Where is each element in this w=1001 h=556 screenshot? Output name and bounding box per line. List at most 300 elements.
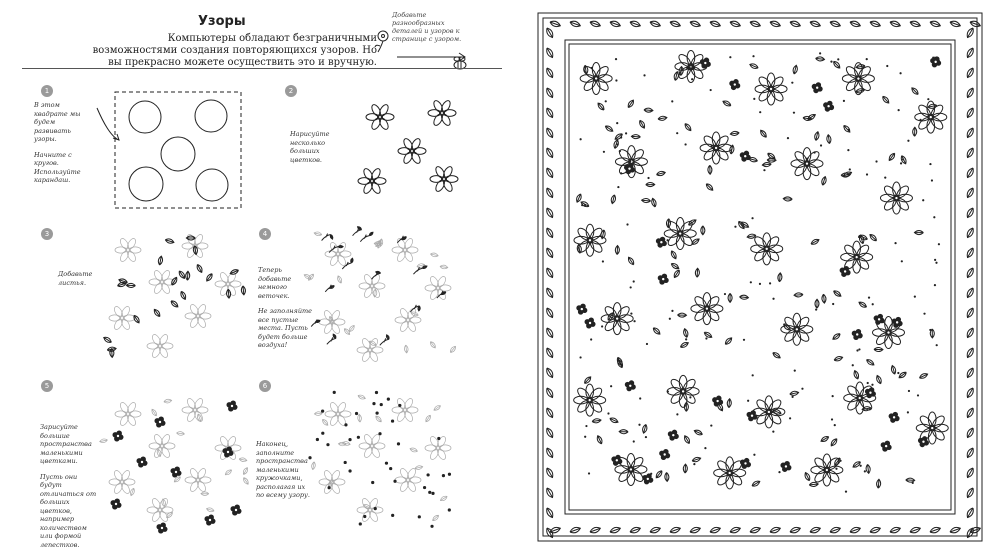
leaf: [545, 447, 555, 459]
flower: [915, 101, 947, 133]
dot: [759, 111, 761, 113]
leaf: [929, 20, 941, 28]
small-flower: [700, 58, 710, 68]
leaf: [357, 394, 366, 400]
dot: [591, 67, 593, 69]
step-4-notes: [258, 266, 316, 357]
step-6-notes: [256, 440, 314, 507]
flower: [359, 273, 385, 299]
leaf: [545, 507, 555, 519]
leaf: [545, 167, 555, 179]
dot: [625, 132, 627, 134]
leaf: [242, 477, 249, 486]
leaf: [545, 307, 555, 319]
step-1-note-2: Начните с кругов. Используйте карандаш.: [34, 150, 81, 184]
leaf: [949, 526, 961, 534]
leaf: [545, 107, 555, 119]
dot: [393, 480, 396, 483]
leaf: [642, 424, 648, 434]
leaf: [705, 182, 714, 191]
leaf: [103, 336, 113, 344]
small-flower: [781, 461, 791, 471]
dot: [852, 364, 854, 366]
leaf: [638, 119, 646, 129]
dot: [908, 390, 910, 392]
dot: [935, 262, 937, 264]
dot: [847, 149, 849, 151]
dot: [667, 390, 669, 392]
dot: [348, 469, 351, 472]
leaf: [609, 20, 621, 28]
step-6-note-1: Наконец, заполните пространства маленькими кружочками, располагая их по всему узору.: [256, 440, 310, 499]
small-flower: [157, 523, 167, 533]
flower: [185, 303, 211, 329]
leaf: [336, 275, 342, 284]
dot: [684, 143, 686, 145]
dot: [710, 424, 712, 426]
dot: [791, 82, 793, 84]
leaf: [695, 268, 700, 277]
leaf: [789, 20, 801, 28]
dot: [380, 403, 383, 406]
leaf: [239, 457, 248, 462]
dot: [691, 78, 693, 80]
leaf: [814, 131, 820, 141]
dot: [917, 394, 919, 396]
dot: [858, 348, 860, 350]
step-3-note-1: Добавьте листья.: [58, 270, 93, 287]
leaf: [969, 20, 981, 28]
flower: [115, 237, 141, 263]
leaf: [673, 71, 679, 81]
step-4-note-1: Теперь добавьте немного веточек.: [258, 266, 292, 300]
leaf: [330, 234, 334, 239]
leaf: [821, 294, 826, 303]
leaf: [583, 375, 592, 384]
dot: [843, 100, 845, 102]
leaf: [415, 465, 424, 470]
leaf: [569, 20, 581, 28]
dot: [835, 468, 837, 470]
dot: [321, 432, 324, 435]
leaf: [815, 299, 819, 308]
leaf: [156, 449, 162, 458]
leaf: [965, 87, 975, 99]
leaf: [809, 482, 818, 487]
flower: [601, 303, 633, 335]
leaf: [929, 526, 941, 534]
leaf: [965, 467, 975, 479]
dot: [375, 412, 378, 415]
leaf: [703, 331, 713, 339]
leaf: [629, 20, 641, 28]
leaf: [875, 375, 882, 385]
leaf: [689, 526, 701, 534]
leaf: [670, 262, 680, 270]
dot: [689, 396, 691, 398]
leaf: [386, 334, 390, 339]
step-2-flowers-drawing: [350, 95, 470, 205]
dot: [375, 391, 378, 394]
dot: [734, 226, 736, 228]
leaf: [789, 526, 801, 534]
dot: [929, 163, 931, 165]
leaf: [545, 187, 555, 199]
dot: [793, 112, 795, 114]
leaf: [314, 411, 322, 415]
flower: [430, 165, 458, 193]
leaf: [545, 127, 555, 139]
leaf: [545, 327, 555, 339]
dot: [397, 442, 400, 445]
leaf: [669, 526, 681, 534]
dot: [601, 325, 603, 327]
step-1-circles-drawing: [95, 88, 255, 218]
leaf: [965, 447, 975, 459]
leaf: [314, 231, 323, 236]
dot: [344, 423, 347, 426]
dot: [787, 137, 789, 139]
dot: [676, 132, 678, 134]
step-3-leaves-drawing: [100, 228, 250, 363]
dot: [864, 470, 866, 472]
leaf: [762, 162, 771, 167]
flower: [392, 237, 418, 263]
dot: [839, 460, 841, 462]
step-6-dots-drawing: [310, 392, 460, 532]
small-flower: [113, 431, 123, 441]
leaf: [881, 95, 890, 104]
dot: [886, 65, 888, 67]
leaf: [170, 299, 179, 308]
dot: [929, 329, 931, 331]
leaf: [709, 20, 721, 28]
dot: [875, 160, 877, 162]
leaf: [545, 487, 555, 499]
leaf: [737, 220, 746, 230]
leaf: [545, 407, 555, 419]
leaf: [158, 256, 164, 266]
leaf: [810, 238, 820, 246]
dot: [815, 308, 817, 310]
leaf: [684, 122, 693, 132]
dot: [378, 432, 381, 435]
step-5-small-flowers-drawing: [100, 392, 250, 532]
dot: [753, 454, 755, 456]
step-2-number: 2: [285, 85, 297, 97]
leaf: [841, 173, 850, 178]
leaf: [965, 207, 975, 219]
dot: [650, 473, 652, 475]
dot: [832, 303, 834, 305]
leaf: [804, 472, 812, 482]
flower: [149, 433, 175, 459]
dot: [584, 436, 586, 438]
leaf: [153, 308, 162, 318]
leaf: [429, 341, 437, 350]
flower: [751, 233, 783, 265]
leaf: [965, 507, 975, 519]
flower: [395, 467, 421, 493]
dot: [919, 119, 921, 121]
leaf: [866, 464, 871, 473]
leaf: [856, 64, 866, 70]
dot: [778, 471, 780, 473]
small-flower: [577, 304, 587, 314]
dot: [729, 56, 731, 58]
dot: [389, 467, 392, 470]
dot: [897, 372, 899, 374]
step-1-note-1: В этом квадрате мы будем развивать узоры.: [34, 101, 81, 143]
small-flower: [624, 164, 634, 174]
dot: [308, 456, 311, 459]
small-flower: [865, 388, 875, 398]
dot: [357, 436, 360, 439]
dot: [914, 296, 916, 298]
leaf: [176, 431, 184, 436]
leaf: [132, 314, 140, 324]
flower: [325, 401, 351, 427]
dot: [927, 98, 929, 100]
flower: [574, 384, 606, 416]
leaf: [321, 418, 329, 426]
leaf: [965, 347, 975, 359]
dot: [866, 173, 868, 175]
leaf: [965, 367, 975, 379]
small-flower: [658, 274, 668, 284]
twig: [327, 337, 336, 344]
dot: [633, 320, 635, 322]
leaf: [545, 427, 555, 439]
leaf: [649, 20, 661, 28]
step-1-notes: [34, 101, 92, 192]
leaf: [906, 478, 915, 482]
leaf: [769, 526, 781, 534]
dot: [772, 298, 774, 300]
leaf: [722, 100, 732, 108]
leaf: [832, 289, 842, 298]
leaf: [965, 247, 975, 259]
leaf: [610, 194, 616, 204]
dot: [830, 61, 832, 63]
flower: [428, 99, 456, 127]
leaf: [656, 170, 666, 176]
dot: [752, 55, 754, 57]
flower: [880, 182, 912, 214]
dot: [763, 169, 765, 171]
small-flower: [205, 515, 215, 525]
step-5-number: 5: [41, 380, 53, 392]
leaf: [965, 67, 975, 79]
leaf: [889, 20, 901, 28]
right-page: [510, 0, 1001, 554]
leaf: [196, 264, 204, 274]
dot: [900, 162, 902, 164]
leaf: [161, 499, 166, 508]
dot: [867, 382, 869, 384]
leaf: [749, 526, 761, 534]
dot: [646, 343, 648, 345]
small-flower: [668, 430, 678, 440]
dot: [752, 374, 754, 376]
dot: [848, 129, 850, 131]
leaf: [965, 487, 975, 499]
leaf: [577, 244, 582, 254]
leaf: [201, 492, 209, 496]
dot: [620, 172, 622, 174]
step-4-note-2: Не заполняйте все пустые места. Пусть будет больше воздуха!: [258, 307, 313, 349]
flower: [147, 497, 173, 523]
leaf: [965, 427, 975, 439]
leaf: [965, 307, 975, 319]
leaf: [729, 20, 741, 28]
leaf: [729, 526, 741, 534]
bee-icon: [448, 54, 472, 74]
leaf: [178, 270, 186, 280]
leaf: [949, 20, 961, 28]
leaf: [186, 236, 195, 240]
dot: [633, 440, 635, 442]
leaf: [242, 467, 249, 476]
leaf: [727, 399, 732, 408]
dot: [585, 425, 587, 427]
leaf: [631, 134, 640, 139]
leaf: [965, 127, 975, 139]
leaf: [439, 495, 448, 502]
dot: [630, 286, 632, 288]
leaf: [430, 252, 439, 257]
dot: [907, 140, 909, 142]
twig: [360, 235, 369, 242]
leaf: [185, 271, 190, 280]
dot: [792, 396, 794, 398]
leaf: [110, 348, 115, 357]
leaf: [348, 324, 356, 332]
flower: [700, 132, 732, 164]
small-flower: [747, 411, 757, 421]
leaf: [679, 341, 689, 349]
dot: [858, 401, 860, 403]
leaf: [809, 20, 821, 28]
leaf: [545, 387, 555, 399]
small-flower: [111, 499, 121, 509]
leaf: [826, 134, 831, 143]
dot: [372, 402, 375, 405]
dot: [902, 158, 904, 160]
leaf: [820, 435, 830, 443]
dot: [806, 158, 808, 160]
dot: [633, 280, 635, 282]
dot: [603, 151, 605, 153]
small-flower: [874, 314, 884, 324]
dot: [615, 58, 617, 60]
dot: [666, 239, 668, 241]
leaf: [652, 326, 661, 335]
dot: [849, 168, 851, 170]
dot: [428, 491, 431, 494]
leaf: [627, 99, 635, 109]
leaf: [965, 107, 975, 119]
dot: [426, 473, 429, 476]
tip-text: Добавьте разнообразных деталей и узоров к странице с узором.: [392, 11, 462, 43]
leaf: [724, 336, 733, 345]
leaf: [869, 20, 881, 28]
leaf: [545, 47, 555, 59]
dot: [671, 310, 673, 312]
step-1-number: 1: [41, 85, 53, 97]
dot: [676, 413, 678, 415]
leaf: [600, 230, 606, 240]
leaf: [852, 460, 862, 468]
leaf: [609, 526, 621, 534]
dot: [934, 284, 936, 286]
leaf: [898, 371, 908, 380]
leaf: [342, 441, 351, 446]
leaf: [679, 66, 684, 75]
leaf: [545, 207, 555, 219]
leaf: [965, 167, 975, 179]
dot: [437, 437, 440, 440]
flower: [147, 333, 173, 359]
leaf: [373, 289, 377, 297]
leaf: [965, 147, 975, 159]
dot: [620, 136, 622, 138]
leaf: [545, 67, 555, 79]
twig: [380, 338, 389, 345]
dot: [617, 143, 619, 145]
leaf: [739, 295, 748, 300]
leaf: [226, 289, 231, 298]
dot: [610, 385, 612, 387]
leaf: [910, 86, 919, 95]
dot: [647, 177, 649, 179]
leaf: [315, 319, 320, 323]
leaf: [545, 147, 555, 159]
leaf: [869, 233, 878, 242]
leaf: [431, 514, 439, 522]
dot: [868, 297, 870, 299]
leaf: [658, 116, 668, 122]
leaf: [126, 283, 135, 287]
leaf: [241, 286, 246, 295]
dot: [363, 515, 366, 518]
leaf: [965, 187, 975, 199]
dot: [759, 283, 761, 285]
dot: [884, 177, 886, 179]
dot: [355, 412, 358, 415]
twig: [413, 267, 422, 274]
leaf: [751, 480, 761, 488]
dot: [922, 199, 924, 201]
flower: [358, 167, 386, 195]
dot: [901, 260, 903, 262]
dot: [907, 411, 909, 413]
small-flower: [656, 237, 666, 247]
leaf: [545, 267, 555, 279]
leaf: [965, 27, 975, 39]
leaf: [832, 60, 841, 69]
dot: [933, 216, 935, 218]
leaf: [730, 131, 740, 136]
dot: [638, 424, 640, 426]
small-flower: [643, 474, 653, 484]
dot: [626, 223, 628, 225]
leaf: [224, 468, 233, 476]
leaf: [919, 372, 929, 379]
flower: [392, 397, 418, 423]
small-flower: [740, 458, 750, 468]
small-flower: [227, 401, 237, 411]
